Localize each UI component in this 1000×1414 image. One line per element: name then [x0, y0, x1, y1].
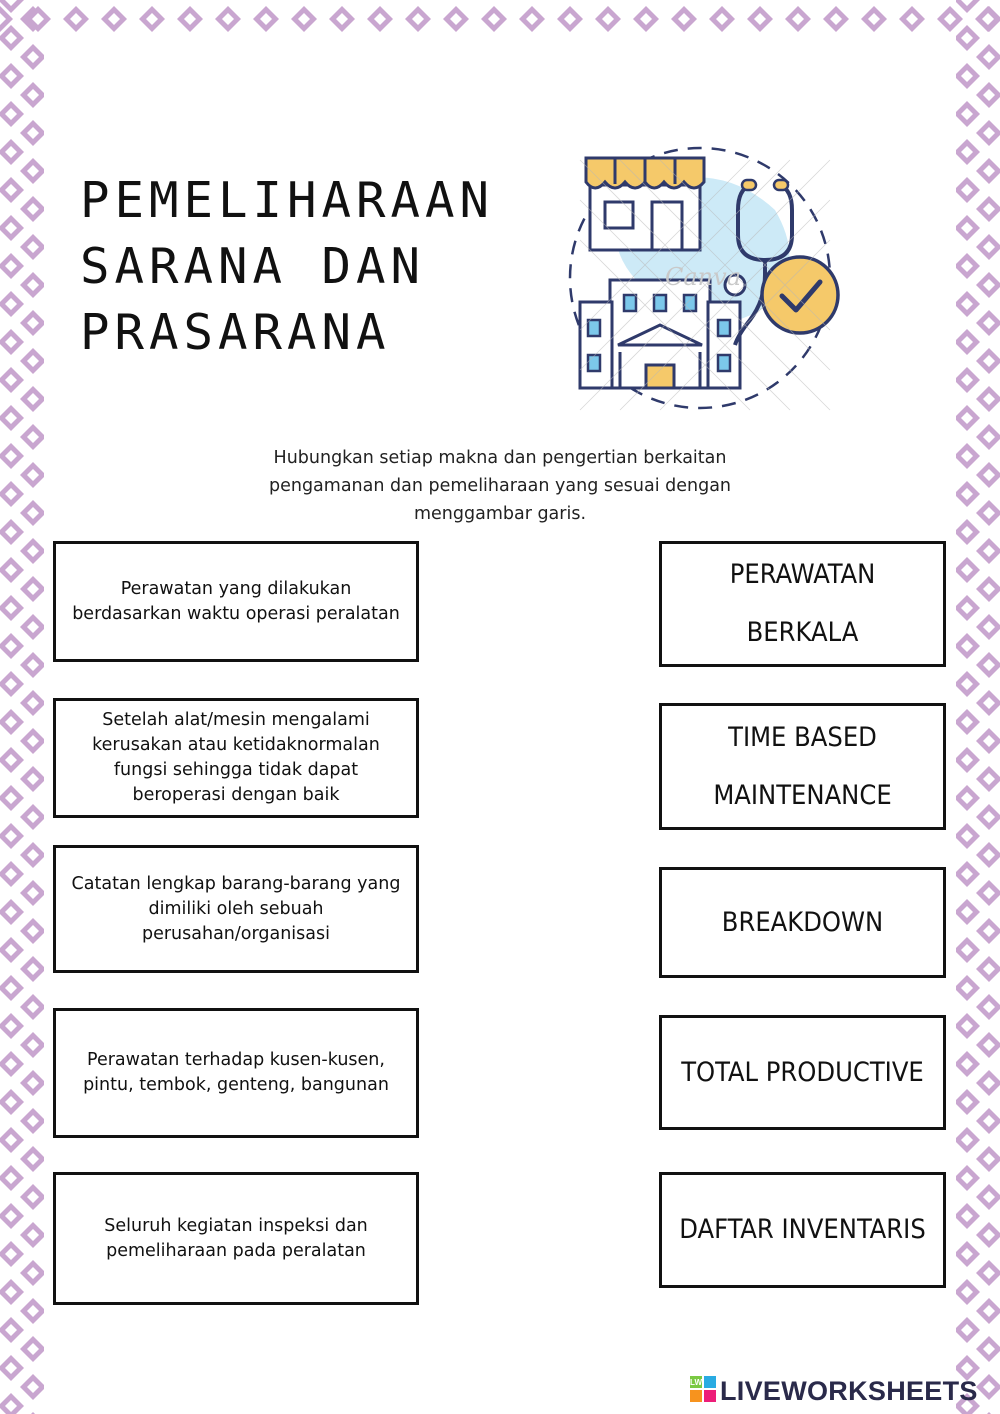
title-line: PRASARANA	[80, 304, 391, 361]
term-box-1[interactable]	[659, 541, 946, 667]
description-box-4[interactable]	[53, 1008, 419, 1138]
canva-watermark: Canva	[665, 263, 741, 291]
maintenance-illustration	[560, 140, 860, 415]
liveworksheets-logo-text: LIVEWORKSHEETS	[720, 1375, 978, 1406]
term-text: PERAWATAN BERKALA	[729, 559, 876, 648]
term-text: TIME BASED MAINTENANCE	[713, 721, 892, 811]
instructions-text: Hubungkan setiap makna dan pengertian berkaitan pengamanan dan pemeliharaan yang sesuai dengan menggambar garis.	[268, 447, 732, 524]
description-box-2[interactable]	[53, 698, 419, 818]
description-text: Perawatan yang dilakukan berdasarkan waktu operasi peralatan	[72, 578, 400, 624]
title-line: SARANA DAN	[80, 238, 426, 295]
description-text: Seluruh kegiatan inspeksi dan pemeliharaan pada peralatan	[104, 1215, 368, 1261]
badge-letter: LW	[690, 1378, 702, 1387]
page-title	[80, 168, 550, 366]
term-box-4[interactable]	[659, 1015, 946, 1130]
term-box-5[interactable]	[659, 1172, 946, 1288]
liveworksheets-badge-icon	[690, 1376, 716, 1406]
decorative-border-left	[0, 0, 44, 1414]
term-box-3[interactable]	[659, 867, 946, 978]
description-text: Perawatan terhadap kusen-kusen, pintu, tembok, genteng, bangunan	[83, 1050, 389, 1095]
term-text: TOTAL PRODUCTIVE	[681, 1056, 924, 1088]
liveworksheets-logo[interactable]	[690, 1373, 978, 1409]
title-line: PEMELIHARAAN	[80, 172, 495, 229]
building-stethoscope-check-icon	[560, 140, 860, 415]
decorative-border-right	[956, 0, 1000, 1414]
decorative-border-top	[0, 0, 1000, 38]
term-text: BREAKDOWN	[721, 906, 884, 938]
term-box-2[interactable]	[659, 703, 946, 830]
description-text: Catatan lengkap barang-barang yang dimiliki oleh sebuah perusahan/organisasi	[71, 873, 401, 944]
description-text: Setelah alat/mesin mengalami kerusakan atau ketidaknormalan fungsi sehingga tidak dapat beroperasi dengan baik	[92, 710, 380, 805]
description-box-3[interactable]	[53, 845, 419, 973]
term-text: DAFTAR INVENTARIS	[679, 1214, 926, 1245]
description-box-5[interactable]	[53, 1172, 419, 1305]
description-box-1[interactable]	[53, 541, 419, 662]
